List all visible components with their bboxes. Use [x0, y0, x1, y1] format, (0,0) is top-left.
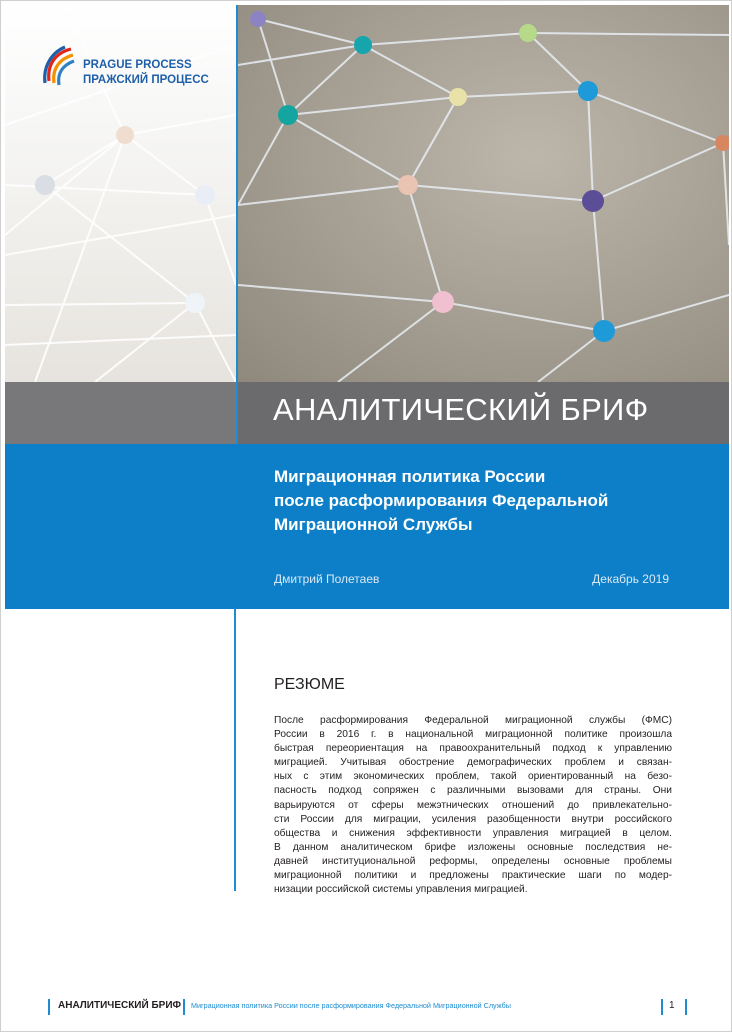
summary-line: После расформирования Федеральной миграционной службы (ФМС) — [274, 715, 672, 726]
document-type-heading: АНАЛИТИЧЕСКИЙ БРИФ — [273, 392, 649, 427]
string-network-image — [238, 5, 729, 382]
summary-line: пасность подход сопряжен с различными вызовами для страны. Они — [274, 785, 672, 797]
title-bar — [5, 382, 729, 444]
footer-accent-bar-middle — [183, 999, 185, 1015]
summary-line: миграцией. Учитывая обострение демографических проблем и связан- — [274, 757, 672, 769]
brief-title-line: после расформирования Федеральной — [274, 491, 609, 510]
summary-line: быстрая переориентация на правоохранительный подход к управлению — [274, 743, 672, 755]
summary-line: общества и снижения эффективности управления миграцией в целом. — [274, 827, 672, 839]
page-number: 1 — [669, 1000, 675, 1011]
brief-title-line: Миграционная политика России — [274, 467, 546, 486]
summary-paragraph — [274, 714, 672, 897]
footer-document-type: АНАЛИТИЧЕСКИЙ БРИФ — [58, 1000, 182, 1011]
logo-line-english: PRAGUE PROCESS — [83, 59, 192, 71]
page-footer — [48, 997, 692, 1017]
logo-line-russian: ПРАЖСКИЙ ПРОЦЕСС — [83, 74, 209, 86]
author-name: Дмитрий Полетаев — [274, 572, 380, 586]
summary-line: сти России для миграции, усиления разобщенности внутри российского — [274, 813, 672, 825]
vertical-accent-line-body — [234, 609, 236, 891]
footer-accent-bar-page-left — [661, 999, 663, 1015]
title-bar-left-block — [5, 382, 236, 444]
prague-process-logo — [41, 45, 231, 95]
brief-title-line: Миграционной Службы — [274, 515, 473, 534]
summary-line: варьируются от сферы межэтнических отношений до привлекательно- — [274, 799, 672, 811]
summary-line: миграционной политики и предложены практические шаги по модер- — [274, 870, 672, 882]
summary-line: низации российской системы управления миграцией. — [274, 884, 528, 896]
summary-line: давней институциональной реформы, определены основные проблемы — [274, 855, 672, 867]
publication-date: Декабрь 2019 — [592, 572, 669, 586]
footer-accent-bar-left — [48, 999, 50, 1015]
title-band — [5, 444, 729, 609]
summary-line: ных с этим экономических проблем, такой ориентированный на безо- — [274, 771, 672, 783]
vertical-accent-line-title — [236, 382, 238, 444]
summary-heading: РЕЗЮМЕ — [274, 676, 345, 693]
footer-accent-bar-page-right — [685, 999, 687, 1015]
summary-line: России в 2016 г. в национальной миграционной политике произошла — [274, 729, 672, 741]
cover-photo-faded — [5, 5, 236, 382]
cover-photo — [238, 5, 729, 382]
footer-brief-title: Миграционная политика России после расформирования Федеральной Миграционной Службы — [191, 1001, 511, 1010]
summary-line: В данном аналитическом брифе изложены основные последствия не- — [274, 841, 672, 853]
brief-title — [274, 465, 694, 537]
prague-process-logo-icon — [41, 45, 81, 95]
